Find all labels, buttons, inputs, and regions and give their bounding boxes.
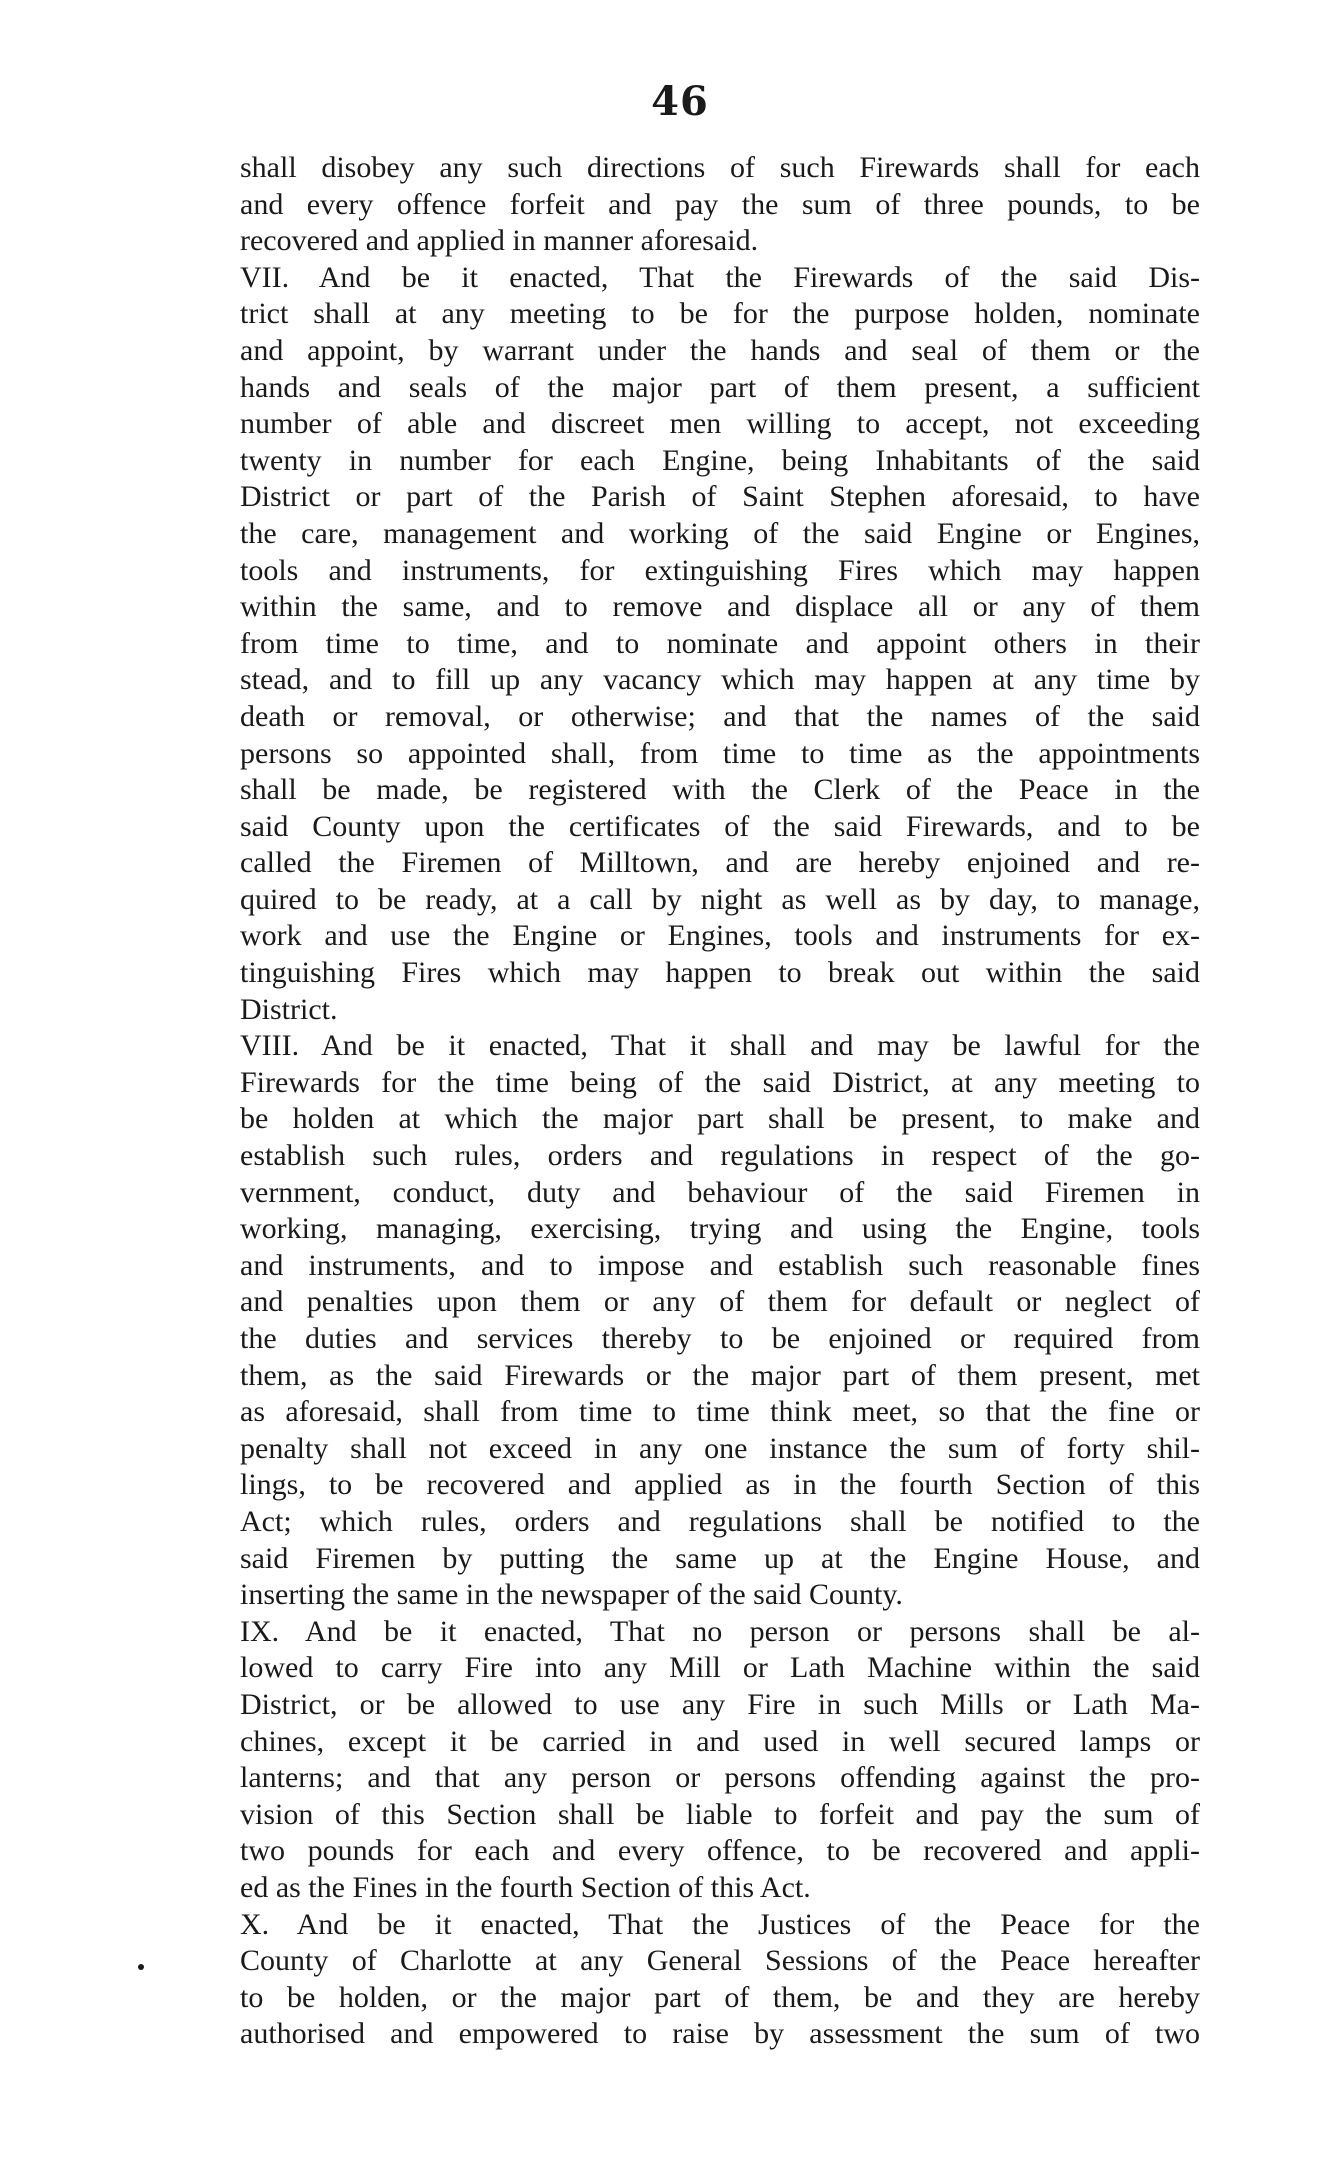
paragraph-section-viii	[240, 1028, 1200, 1614]
text-line: death or removal, or otherwise; and that the names of the said	[240, 699, 1200, 733]
paragraph-section-vii	[240, 260, 1200, 1028]
text-line: and instruments, and to impose and establish such reasonable fines	[240, 1248, 1200, 1282]
text-line: penalty shall not exceed in any one instance the sum of forty shil-	[240, 1431, 1200, 1465]
text-line: lings, to be recovered and applied as in the fourth Section of this	[240, 1468, 1200, 1502]
text-line: establish such rules, orders and regulations in respect of the go-	[240, 1139, 1200, 1173]
text-line: from time to time, and to nominate and appoint others in their	[240, 626, 1200, 660]
text-line: authorised and empowered to raise by assessment the sum of two	[240, 2017, 1200, 2051]
text-line: VIII. And be it enacted, That it shall and may be lawful for the	[240, 1029, 1200, 1063]
text-line: twenty in number for each Engine, being Inhabitants of the said	[240, 443, 1200, 477]
text-line: said Firemen by putting the same up at the Engine House, and	[240, 1541, 1200, 1575]
paragraph-section-ix	[240, 1614, 1200, 1907]
text-line: to be holden, or the major part of them, be and they are hereby	[240, 1980, 1200, 2014]
text-line: District, or be allowed to use any Fire in such Mills or Lath Ma-	[240, 1687, 1200, 1721]
text-line: District.	[240, 992, 338, 1026]
text-line: work and use the Engine or Engines, tools and instruments for ex-	[240, 919, 1200, 953]
text-line: Firewards for the time being of the said District, at any meeting to	[240, 1065, 1200, 1099]
text-line: within the same, and to remove and displace all or any of them	[240, 590, 1200, 624]
text-line: and every offence forfeit and pay the sum of three pounds, to be	[240, 187, 1200, 221]
text-line: District or part of the Parish of Saint Stephen aforesaid, to have	[240, 480, 1200, 514]
text-line: two pounds for each and every offence, to be recovered and appli-	[240, 1834, 1200, 1868]
text-line: persons so appointed shall, from time to time as the appointments	[240, 736, 1200, 770]
text-line: shall be made, be registered with the Clerk of the Peace in the	[240, 773, 1200, 807]
text-line: X. And be it enacted, That the Justices of the Peace for the	[240, 1907, 1200, 1941]
text-line: and appoint, by warrant under the hands and seal of them or the	[240, 333, 1200, 367]
text-line: the care, management and working of the said Engine or Engines,	[240, 516, 1200, 550]
text-line: quired to be ready, at a call by night as well as by day, to manage,	[240, 882, 1200, 916]
text-line: VII. And be it enacted, That the Firewards of the said Dis-	[240, 260, 1200, 294]
body-text	[240, 150, 1200, 2053]
text-line: County of Charlotte at any General Sessions of the Peace hereafter	[240, 1944, 1200, 1978]
text-line: lowed to carry Fire into any Mill or Lath Machine within the said	[240, 1651, 1200, 1685]
text-line: and penalties upon them or any of them for default or neglect of	[240, 1285, 1200, 1319]
text-line: shall disobey any such directions of such Firewards shall for each	[240, 151, 1200, 184]
ink-speck	[138, 1964, 144, 1970]
text-line: as aforesaid, shall from time to time think meet, so that the fine or	[240, 1395, 1200, 1429]
text-line: the duties and services thereby to be enjoined or required from	[240, 1322, 1200, 1355]
text-line: them, as the said Firewards or the major part of them present, met	[240, 1358, 1200, 1392]
page-number: 46	[651, 78, 709, 125]
text-line: working, managing, exercising, trying and using the Engine, tools	[240, 1212, 1200, 1246]
text-line: number of able and discreet men willing to accept, not exceeding	[240, 407, 1200, 441]
text-line: hands and seals of the major part of them present, a sufficient	[240, 370, 1200, 404]
text-line: IX. And be it enacted, That no person or persons shall be al-	[240, 1614, 1200, 1648]
text-line: stead, and to fill up any vacancy which may happen at any time by	[240, 663, 1200, 697]
text-line: be holden at which the major part shall be present, to make and	[240, 1102, 1200, 1136]
text-line: called the Firemen of Milltown, and are hereby enjoined and re-	[240, 846, 1200, 880]
paragraph-continuation	[240, 150, 1200, 260]
text-line: vision of this Section shall be liable to forfeit and pay the sum of	[240, 1797, 1200, 1831]
text-line: said County upon the certificates of the said Firewards, and to be	[240, 809, 1200, 843]
text-line: ed as the Fines in the fourth Section of this Act.	[240, 1870, 811, 1904]
text-line: lanterns; and that any person or persons offending against the pro-	[240, 1761, 1200, 1795]
text-line: trict shall at any meeting to be for the purpose holden, nominate	[240, 297, 1200, 331]
text-line: Act; which rules, orders and regulations shall be notified to the	[240, 1504, 1200, 1538]
text-line: recovered and applied in manner aforesaid.	[240, 224, 759, 258]
text-line: tinguishing Fires which may happen to break out within the said	[240, 956, 1200, 990]
paragraph-section-x	[240, 1907, 1200, 2053]
text-line: chines, except it be carried in and used in well secured lamps or	[240, 1724, 1200, 1758]
text-line: inserting the same in the newspaper of the said County.	[240, 1578, 903, 1612]
text-line: tools and instruments, for extinguishing Fires which may happen	[240, 553, 1200, 587]
text-line: vernment, conduct, duty and behaviour of the said Firemen in	[240, 1175, 1200, 1209]
